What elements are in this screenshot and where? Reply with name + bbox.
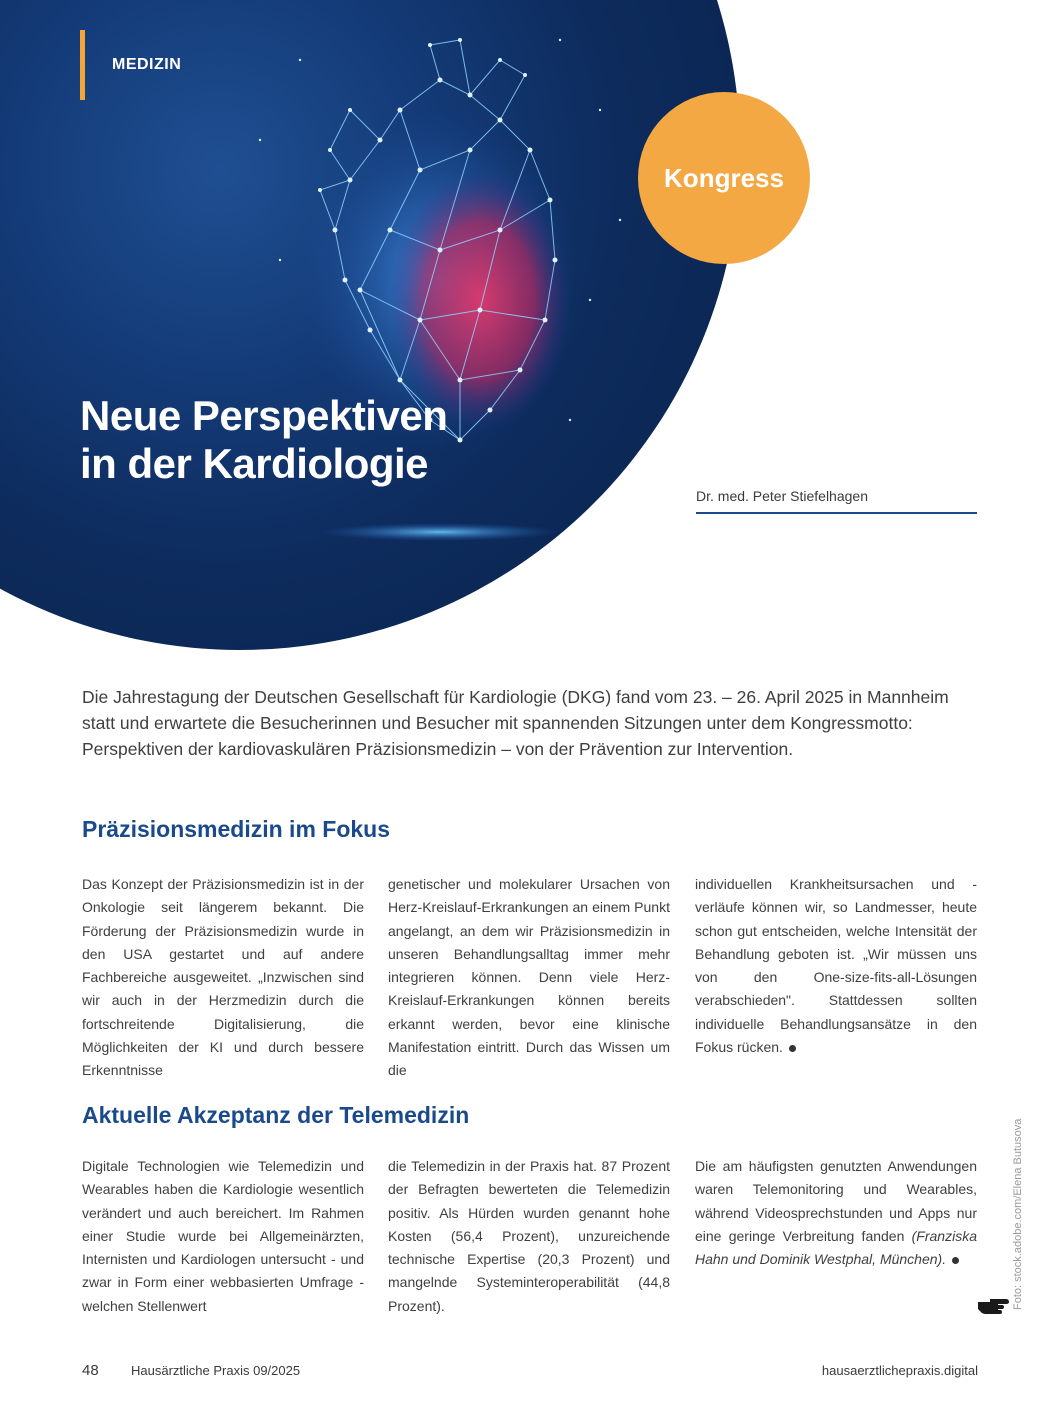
pointing-hand-icon[interactable] [976, 1296, 1010, 1316]
end-of-article-dot [952, 1257, 959, 1264]
section2-column-2: die Telemedizin in der Praxis hat. 87 Prozent der Befragten bewerteten die Telemedizin positiv. Als Hürden wurden genannt hohe Kosten (56,4 Prozent), unzureichende technische Expertise (20,3 Prozent) und mangelnde Systeminteroperabilität (44,8 Prozent). [388, 1158, 670, 1314]
section2-citation: (Franziska Hahn und Dominik Westphal, München). [695, 1227, 977, 1268]
section1-column-3-text: individuellen Krankheitsursachen und -verläufe können wir, so Landmesser, heute schon gut entscheiden, welche Intensität der Behandlung geboten ist. „Wir müssen uns von den One-size-fits-all-Lösungen verabschieden". Stattdessen sollten individuelle Behandlungsansätze in den Fokus rücken. [695, 876, 977, 1056]
article-title [80, 392, 447, 488]
congress-badge [638, 92, 810, 264]
article-title-line-2: in der Kardiologie [80, 440, 429, 487]
section2-column-3 [695, 1155, 977, 1271]
end-of-article-dot [789, 1045, 796, 1052]
congress-badge-label: Kongress [664, 162, 784, 193]
heart-illustration [0, 0, 1058, 660]
magazine-issue: Hausärztliche Praxis 09/2025 [131, 1363, 301, 1378]
section1-column-2: genetischer und molekularer Ursachen von Herz-Kreislauf-Erkrankungen an einem Punkt angelangt, an dem wir Präzisionsmedizin in unseren Behandlungsalltag immer mehr integrieren können. Denn viele Herz-Kreislauf-Erkrankungen können bereits erkannt werden, bevor eine klinische Manifestation eintritt. Durch das Wissen um die [388, 876, 670, 1079]
section-label: MEDIZIN [112, 56, 182, 73]
page-number: 48 [82, 1362, 99, 1379]
website-link[interactable]: hausaerztlichepraxis.digital [821, 1363, 978, 1378]
section-heading-precision-medicine: Präzisionsmedizin im Fokus [82, 816, 391, 842]
section2-column-3-text: Die am häufigsten genutzten Anwendungen waren Telemonitoring und Wearables, während Videosprechstunden und Apps nur eine geringe Verbreitung fanden [695, 1158, 977, 1244]
section-marker-bar [80, 30, 85, 100]
article-author: Dr. med. Peter Stiefelhagen [696, 488, 977, 514]
photo-credit: Foto: stock.adobe.com/Elena Butusova [1012, 1118, 1024, 1310]
section2-column-1: Digitale Technologien wie Telemedizin und Wearables haben die Kardiologie wesentlich verändert und auch bereichert. Im Rahmen einer Studie wurde bei Allgemeinärzten, Internisten und Kardiologen untersucht - und zwar in Form einer webbasierten Umfrage - welchen Stellenwert [82, 1158, 364, 1314]
article-title-line-1: Neue Perspektiven [80, 392, 448, 439]
section-heading-telemedicine: Aktuelle Akzeptanz der Telemedizin [82, 1102, 470, 1128]
section1-column-1: Das Konzept der Präzisionsmedizin ist in der Onkologie seit längerem bekannt. Die Förderung der Präzisionsmedizin wurde in den USA gestartet und auf andere Fachbereiche ausgeweitet. „Inzwischen sind wir auch in der Herzmedizin durch die fortschreitende Digitalisierung, die Möglichkeiten der KI und durch bessere Erkenntnisse [82, 876, 364, 1079]
article-lead: Die Jahrestagung der Deutschen Gesellschaft für Kardiologie (DKG) fand vom 23. – 26. April 2025 in Mannheim statt und erwartete die Besucherinnen und Besucher mit spannenden Sitzungen unter dem Kongressmotto: Perspektiven der kardiovaskulären Präzisionsmedizin – von der Prävention zur Intervention. [82, 687, 949, 759]
section1-column-3 [695, 873, 977, 1059]
